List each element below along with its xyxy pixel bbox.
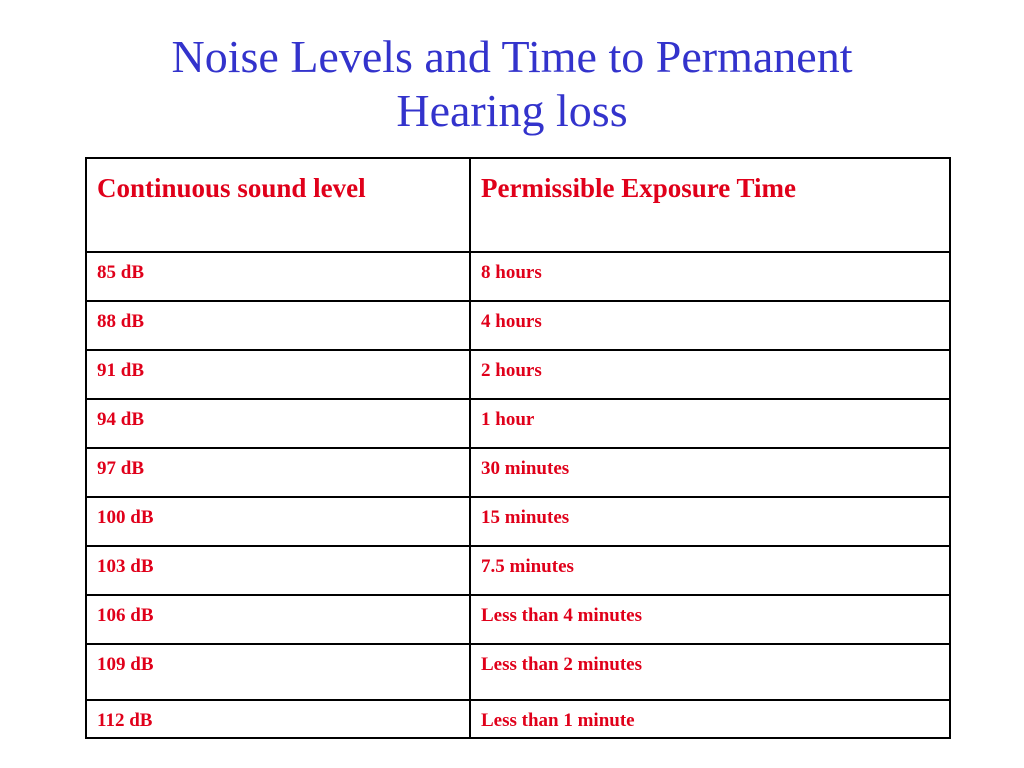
sound-level-cell: 97 dB <box>86 448 470 497</box>
exposure-time-cell: 7.5 minutes <box>470 546 950 595</box>
sound-level-cell: 88 dB <box>86 301 470 350</box>
table-row <box>86 595 950 644</box>
table-row <box>86 301 950 350</box>
noise-exposure-table <box>85 157 951 739</box>
sound-level-cell: 109 dB <box>86 644 470 700</box>
exposure-time-cell: Less than 1 minute <box>470 700 950 738</box>
header-permissible-exposure-time: Permissible Exposure Time <box>470 158 950 252</box>
exposure-time-cell: Less than 4 minutes <box>470 595 950 644</box>
table-row <box>86 700 950 738</box>
table-row <box>86 546 950 595</box>
exposure-time-cell: 8 hours <box>470 252 950 301</box>
sound-level-cell: 100 dB <box>86 497 470 546</box>
table-row <box>86 399 950 448</box>
slide-title-line-1: Noise Levels and Time to Permanent <box>171 31 853 82</box>
exposure-time-cell: 30 minutes <box>470 448 950 497</box>
header-continuous-sound-level: Continuous sound level <box>86 158 470 252</box>
sound-level-cell: 91 dB <box>86 350 470 399</box>
exposure-time-cell: 4 hours <box>470 301 950 350</box>
sound-level-cell: 103 dB <box>86 546 470 595</box>
table-row <box>86 497 950 546</box>
table-row <box>86 350 950 399</box>
slide-title-line-2: Hearing loss <box>396 85 628 136</box>
table-row <box>86 448 950 497</box>
sound-level-cell: 94 dB <box>86 399 470 448</box>
exposure-time-cell: 2 hours <box>470 350 950 399</box>
slide-title <box>0 30 1024 138</box>
sound-level-cell: 106 dB <box>86 595 470 644</box>
table-header-row <box>86 158 950 252</box>
sound-level-cell: 112 dB <box>86 700 470 738</box>
exposure-time-cell: 1 hour <box>470 399 950 448</box>
exposure-time-cell: 15 minutes <box>470 497 950 546</box>
table-row <box>86 644 950 700</box>
exposure-time-cell: Less than 2 minutes <box>470 644 950 700</box>
table-row <box>86 252 950 301</box>
sound-level-cell: 85 dB <box>86 252 470 301</box>
